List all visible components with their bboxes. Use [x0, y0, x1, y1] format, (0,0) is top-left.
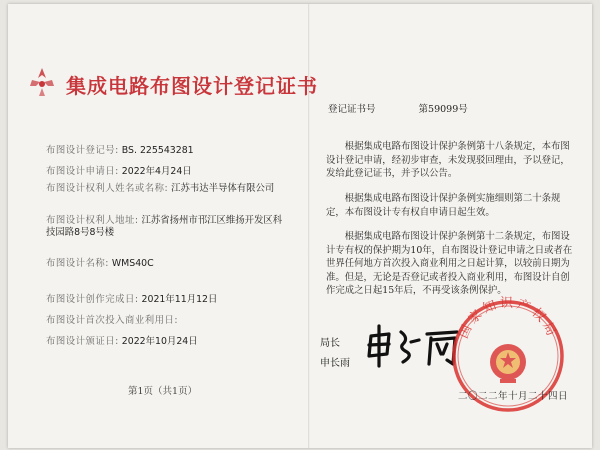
certificate-title: 集成电路布图设计登记证书	[66, 74, 318, 98]
field-design-name	[46, 255, 154, 269]
director-title: 局长	[320, 338, 340, 349]
field-creation-date	[46, 291, 217, 305]
emblem-icon	[22, 62, 62, 102]
field-label: 布图设计创作完成日:	[46, 294, 139, 305]
issue-date: 二〇二二年十月二十四日	[458, 391, 569, 402]
page-number: 第1页（共1页）	[128, 386, 198, 397]
field-value: WMS40C	[111, 258, 154, 269]
paragraph-registration: 根据集成电路布图设计保护条例第十八条规定，本布图设计登记申请，经初步审查，未发现驳回理由，予以登记，发给此登记证书，并予以公告。	[326, 141, 570, 180]
field-value: 江苏省扬州市邗江区维扬开发区科技园路8号8号楼	[46, 215, 283, 238]
director-name: 申长雨	[320, 358, 350, 369]
certificate-page	[8, 4, 592, 448]
svg-text:国家知识产权局	[456, 296, 559, 341]
field-value: 2021年11月12日	[141, 294, 218, 305]
field-owner-address	[46, 215, 286, 239]
field-label: 布图设计名称:	[46, 258, 109, 269]
paragraph-effective: 根据集成电路布图设计保护条例实施细则第二十条规定，本布图设计专有权自申请日起生效。	[326, 193, 561, 218]
field-registration-number	[46, 142, 194, 156]
field-label: 布图设计权利人姓名或名称:	[46, 183, 169, 194]
field-first-commercial-use-date	[46, 312, 178, 326]
field-value: BS. 225543281	[121, 145, 194, 156]
registration-number	[328, 101, 468, 115]
seal-text: 国家知识产权局	[456, 296, 560, 341]
paragraph-protection: 根据集成电路布图设计保护条例第十二条规定，布图设计专有权的保护期为10年，自布图设计登记申请之日或者在世界任何地方首次投入商业利用之日起计算，以较前日期为准。但是，无论是否登记或者投入商业利用，布图设计自创作完成之日起15年后，不再受该条例保护。	[326, 231, 573, 297]
national-emblem-icon	[490, 344, 526, 383]
registration-value: 第59099号	[418, 104, 468, 115]
title-block	[30, 60, 318, 100]
field-label: 布图设计首次投入商业利用日:	[46, 315, 179, 326]
field-label: 布图设计权利人地址:	[46, 215, 139, 226]
field-value: 江苏韦达半导体有限公司	[171, 183, 275, 194]
field-application-date	[46, 163, 192, 177]
field-label: 布图设计颁证日:	[46, 336, 119, 347]
field-value: 2022年4月24日	[121, 166, 192, 177]
field-issue-date	[46, 333, 198, 347]
registration-label: 登记证书号	[328, 104, 376, 115]
field-value: 2022年10月24日	[121, 336, 198, 347]
field-label: 布图设计申请日:	[46, 166, 119, 177]
field-label: 布图设计登记号:	[46, 145, 119, 156]
field-owner-name	[46, 183, 286, 195]
